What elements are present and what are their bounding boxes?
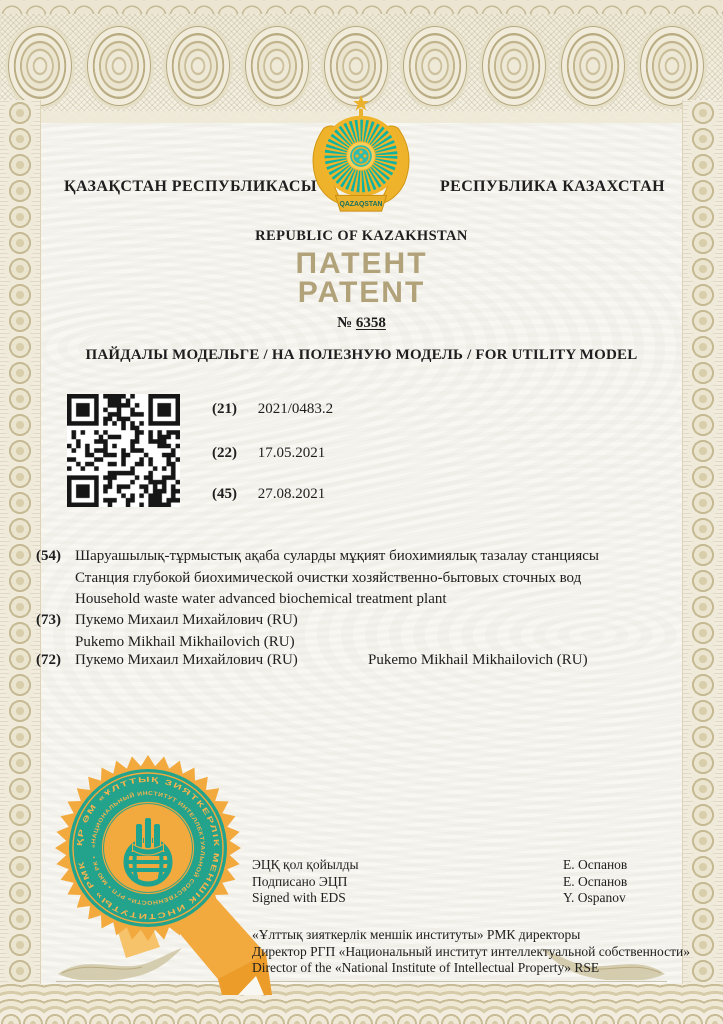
title-kazakh: Шаруашылық-тұрмыстық ақаба суларды мұқият биохимиялық тазалау станциясы xyxy=(75,548,599,564)
inventor-name-cyrillic: Пукемо Михаил Михайлович (RU) xyxy=(75,652,298,668)
publication-date: 27.08.2021 xyxy=(257,486,326,502)
patent-word-ru: ПАТЕНТ xyxy=(295,247,428,280)
border-medallion xyxy=(640,26,704,106)
country-title-kazakh: ҚАЗАҚСТАН РЕСПУБЛИКАСЫ xyxy=(64,178,317,195)
office-line-kk: «Ұлттық зияткерлік меншік институты» РМК директоры xyxy=(252,927,581,942)
section-73-owner xyxy=(36,610,671,653)
kazakhstan-coat-of-arms-icon xyxy=(302,92,420,222)
field-code: (45) xyxy=(212,486,237,502)
owner-name-latin: Pukemo Mikhail Mikhailovich (RU) xyxy=(75,633,295,650)
border-medallion xyxy=(87,26,151,106)
patent-number-prefix: № xyxy=(337,315,353,331)
office-line-ru: Директор РГП «Национальный институт интеллектуальной собственности» xyxy=(252,943,690,959)
section-code: (54) xyxy=(36,548,61,564)
signature-labels xyxy=(252,857,359,907)
field-21 xyxy=(212,401,333,418)
patent-number-value: 6358 xyxy=(355,315,386,331)
field-code: (21) xyxy=(212,401,237,417)
border-medallion xyxy=(166,26,230,106)
seal-ring-text-inner: «НАЦИОНАЛЬНЫЙ ИНСТИТУТ ИНТЕЛЛЕКТУАЛЬНОЙ СОБСТВЕННОСТИ» РГП • МЮ РК • xyxy=(90,790,206,906)
field-22 xyxy=(212,445,325,462)
issuing-office xyxy=(252,927,690,977)
seal-ring-text-outer: ҚР ӘМ «ҰЛТТЫҚ ЗИЯТКЕРЛІК МЕНШІК ИНСТИТУТЫ» РМК xyxy=(74,774,222,922)
title-russian: Станция глубокой биохимической очистки хозяйственно-бытовых сточных вод xyxy=(75,569,582,586)
patent-word-en: PATENT xyxy=(297,276,426,309)
title-english: Household waste water advanced biochemical treatment plant xyxy=(75,591,447,607)
inventor-name-latin: Pukemo Mikhail Mikhailovich (RU) xyxy=(368,652,588,668)
signed-label-kk: ЭЦҚ қол қойылды xyxy=(252,857,359,872)
signatory-names xyxy=(563,857,627,907)
qr-code xyxy=(67,394,180,507)
signed-label-ru: Подписано ЭЦП xyxy=(252,873,348,889)
field-45 xyxy=(212,486,325,503)
border-medallion xyxy=(8,26,72,106)
border-medallion xyxy=(482,26,546,106)
arms-banner-text: QAZAQSTAN xyxy=(339,201,383,209)
signatory-name-ru: Е. Оспанов xyxy=(563,873,628,889)
owner-name-cyrillic: Пукемо Михаил Михайлович (RU) xyxy=(75,612,298,628)
section-72-inventor xyxy=(36,650,671,672)
signatory-name-ru: Е. Оспанов xyxy=(563,857,628,872)
section-code: (73) xyxy=(36,612,61,628)
filing-date: 17.05.2021 xyxy=(257,445,326,461)
country-title-russian: РЕСПУБЛИКА КАЗАХСТАН xyxy=(439,178,665,195)
document-subtitle: ПАЙДАЛЫ МОДЕЛЬГЕ / НА ПОЛЕЗНУЮ МОДЕЛЬ / FOR UTILITY MODEL xyxy=(85,347,638,363)
signed-label-en: Signed with EDS xyxy=(252,890,346,905)
office-line-en: Director of the «National Institute of Intellectual Property» RSE xyxy=(252,960,600,975)
patent-number xyxy=(0,315,723,332)
section-54-title xyxy=(36,546,671,611)
application-number: 2021/0483.2 xyxy=(257,401,334,417)
country-title-english: REPUBLIC OF KAZAKHSTAN xyxy=(255,228,468,244)
border-medallion xyxy=(561,26,625,106)
institute-seal-icon xyxy=(50,750,275,995)
border-medallion xyxy=(245,26,309,106)
section-code: (72) xyxy=(36,652,61,668)
field-code: (22) xyxy=(212,445,237,461)
signatory-name-en: Y. Ospanov xyxy=(563,890,626,905)
